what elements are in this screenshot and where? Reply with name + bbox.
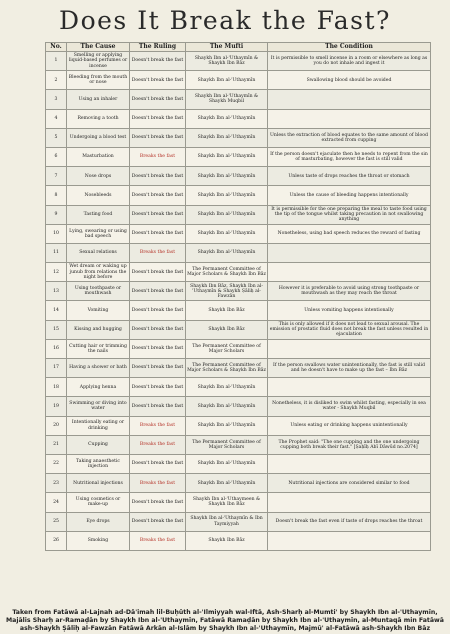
table-row [46, 378, 431, 397]
cell-cause: Using an inhaler [67, 90, 130, 109]
table-row [46, 531, 431, 550]
cell-cause: Lying, swearing or using bad speech [67, 224, 130, 243]
cell-no: 6 [46, 147, 67, 166]
cell-condition: Unless the extraction of blood equates to the same amount of blood extracted from cupping [268, 128, 431, 147]
header-no: No. [46, 43, 67, 52]
header-condition: The Condition [268, 43, 431, 52]
cell-no: 7 [46, 167, 67, 186]
table-row [46, 474, 431, 493]
cell-no: 3 [46, 90, 67, 109]
cell-condition [268, 454, 431, 473]
cell-ruling: Doesn't break the fast [130, 378, 186, 397]
cell-cause: Removing a tooth [67, 109, 130, 128]
cell-condition: If the person doesn't ejaculate then he needs to repent from the sin of masturbating, however the fast is still valid [268, 147, 431, 166]
cell-cause: Using cosmetics or make-up [67, 493, 130, 512]
cell-cause: Vomiting [67, 301, 130, 320]
cell-mufti: Shaykh Ibn al-'Uthaymīn [186, 454, 268, 473]
cell-ruling: Doesn't break the fast [130, 512, 186, 531]
cell-cause: Kissing and hugging [67, 320, 130, 339]
cell-condition: Unless vomiting happens intentionally [268, 301, 431, 320]
cell-no: 8 [46, 186, 67, 205]
cell-condition [268, 243, 431, 262]
cell-ruling: Breaks the fast [130, 416, 186, 435]
table-row [46, 359, 431, 378]
cell-no: 21 [46, 435, 67, 454]
cell-no: 26 [46, 531, 67, 550]
cell-mufti: Shaykh Ibn al-'Uthaymīn & Shaykh Muqbil [186, 90, 268, 109]
cell-no: 24 [46, 493, 67, 512]
cell-no: 10 [46, 224, 67, 243]
cell-no: 12 [46, 263, 67, 282]
cell-condition [268, 339, 431, 358]
cell-cause: Nosebleeds [67, 186, 130, 205]
cell-no: 11 [46, 243, 67, 262]
cell-no: 22 [46, 454, 67, 473]
cell-cause: Cutting hair or trimming the nails [67, 339, 130, 358]
cell-cause: Sexual relations [67, 243, 130, 262]
cell-condition [268, 531, 431, 550]
cell-no: 15 [46, 320, 67, 339]
cell-no: 2 [46, 71, 67, 90]
cell-condition [268, 378, 431, 397]
cell-mufti: Shaykh Ibn al-'Uthaymīn [186, 167, 268, 186]
table-row [46, 435, 431, 454]
cell-condition: Doesn't break the fast even if taste of drops reaches the throat [268, 512, 431, 531]
cell-ruling: Doesn't break the fast [130, 301, 186, 320]
table-row [46, 167, 431, 186]
cell-no: 4 [46, 109, 67, 128]
table-row [46, 493, 431, 512]
cell-condition: Swallowing blood should be avoided [268, 71, 431, 90]
header-mufti: The Mufti [186, 43, 268, 52]
header-ruling: The Ruling [130, 43, 186, 52]
cell-no: 1 [46, 52, 67, 71]
cell-ruling: Breaks the fast [130, 435, 186, 454]
cell-condition: Unless the cause of bleeding happens intentionally [268, 186, 431, 205]
cell-cause: Nose drops [67, 167, 130, 186]
cell-mufti: The Permanent Committee of Major Scholars [186, 339, 268, 358]
cell-condition: The Prophet said: "The one cupping and the one undergoing cupping both break their fast." [Ṣaḥīḥ Abī Dāwūd no.2074] [268, 435, 431, 454]
table-row [46, 205, 431, 224]
cell-ruling: Doesn't break the fast [130, 454, 186, 473]
table-row [46, 243, 431, 262]
table-row [46, 128, 431, 147]
cell-mufti: Shaykh Ibn Bāz, Shaykh Ibn al-'Uthaymīn & Shaykh Ṣāliḥ al-Fawzān [186, 282, 268, 301]
cell-no: 14 [46, 301, 67, 320]
cell-ruling: Doesn't break the fast [130, 224, 186, 243]
cell-mufti: Shaykh Ibn al-'Uthaymīn [186, 224, 268, 243]
cell-condition [268, 90, 431, 109]
cell-mufti: Shaykh Ibn al-'Uthaymīn & Shaykh Ibn Bāz [186, 52, 268, 71]
cell-condition [268, 493, 431, 512]
table-row [46, 339, 431, 358]
cell-cause: Eye drops [67, 512, 130, 531]
cell-condition: This is only allowed if it does not lead to sexual arousal. The emission of prostatic fluid does not break the fast unless resulted in ejaculation [268, 320, 431, 339]
cell-cause: Undergoing a blood test [67, 128, 130, 147]
table-row [46, 186, 431, 205]
cell-condition: If the person swallows water unintentionally, the fast is still valid and he doesn't have to make up the fast – Ibn Bāz [268, 359, 431, 378]
cell-cause: Tasting food [67, 205, 130, 224]
cell-ruling: Doesn't break the fast [130, 71, 186, 90]
table-row [46, 512, 431, 531]
cell-ruling: Doesn't break the fast [130, 109, 186, 128]
cell-mufti: Shaykh Ibn Bāz [186, 301, 268, 320]
cell-ruling: Breaks the fast [130, 147, 186, 166]
cell-ruling: Doesn't break the fast [130, 320, 186, 339]
cell-mufti: Shaykh Ibn al-'Uthaymīn [186, 205, 268, 224]
table-header-row [46, 43, 431, 52]
table-row [46, 282, 431, 301]
cell-cause: Nutritional injections [67, 474, 130, 493]
cell-mufti: Shaykh Ibn al-'Uthaymīn & Ibn Taymiyyah [186, 512, 268, 531]
cell-no: 13 [46, 282, 67, 301]
table-row [46, 320, 431, 339]
table-body [46, 52, 431, 551]
cell-no: 16 [46, 339, 67, 358]
cell-ruling: Doesn't break the fast [130, 263, 186, 282]
cell-mufti: The Permanent Committee of Major Scholars [186, 435, 268, 454]
table-row [46, 416, 431, 435]
cell-mufti: Shaykh Ibn al-'Uthaymīn [186, 243, 268, 262]
cell-mufti: Shaykh Ibn al-'Uthaymīn [186, 474, 268, 493]
cell-mufti: Shaykh Ibn al-'Uthaymīn [186, 378, 268, 397]
cell-ruling: Doesn't break the fast [130, 359, 186, 378]
cell-ruling: Doesn't break the fast [130, 167, 186, 186]
rulings-table [45, 42, 431, 551]
cell-no: 5 [46, 128, 67, 147]
table-row [46, 52, 431, 71]
cell-mufti: The Permanent Committee of Major Scholars & Shaykh Ibn Bāz [186, 263, 268, 282]
cell-condition: Nonetheless, using bad speech reduces the reward of fasting [268, 224, 431, 243]
cell-mufti: Shaykh Ibn al-'Uthaymīn [186, 71, 268, 90]
cell-cause: Taking anaesthetic injection [67, 454, 130, 473]
cell-mufti: Shaykh Ibn al-'Uthaymīn [186, 186, 268, 205]
cell-no: 9 [46, 205, 67, 224]
table-row [46, 90, 431, 109]
cell-mufti: Shaykh Ibn al-'Uthaymīn [186, 147, 268, 166]
cell-cause: Wet dream or waking up junub from relations the night before [67, 263, 130, 282]
table-row [46, 224, 431, 243]
cell-condition: It is permissible to smell incense in a room or elsewhere as long as you do not inhale and ingest it [268, 52, 431, 71]
cell-condition [268, 109, 431, 128]
cell-no: 23 [46, 474, 67, 493]
cell-cause: Smelling or applying liquid-based perfumes or incense [67, 52, 130, 71]
cell-condition: Unless taste of drops reaches the throat or stomach [268, 167, 431, 186]
cell-ruling: Doesn't break the fast [130, 90, 186, 109]
cell-mufti: Shaykh Ibn Bāz [186, 320, 268, 339]
cell-ruling: Breaks the fast [130, 531, 186, 550]
cell-ruling: Doesn't break the fast [130, 282, 186, 301]
cell-mufti: Shaykh Ibn al-'Uthaymīn [186, 128, 268, 147]
table-row [46, 454, 431, 473]
page-title: Does It Break the Fast? [59, 6, 391, 35]
cell-mufti: Shaykh Ibn al-'Uthaymīn [186, 416, 268, 435]
cell-cause: Bleeding from the mouth or nose [67, 71, 130, 90]
cell-ruling: Breaks the fast [130, 474, 186, 493]
cell-cause: Applying henna [67, 378, 130, 397]
cell-mufti: Shaykh Ibn al-'Uthaymīn [186, 109, 268, 128]
table-row [46, 263, 431, 282]
cell-cause: Smoking [67, 531, 130, 550]
cell-cause: Masturbation [67, 147, 130, 166]
cell-condition: Nonetheless, it is disliked to swim whilst fasting, especially in sea water - Shaykh Muqbil [268, 397, 431, 416]
cell-condition: Unless eating or drinking happens unintentionally [268, 416, 431, 435]
cell-condition: It is permissible for the one preparing the meal to taste food using the tip of the tongue whilst taking precaution in not swallowing anything [268, 205, 431, 224]
cell-no: 17 [46, 359, 67, 378]
cell-cause: Swimming or diving into water [67, 397, 130, 416]
cell-ruling: Doesn't break the fast [130, 205, 186, 224]
cell-condition: However it is preferable to avoid using strong toothpaste or mouthwash as they may reach the throat [268, 282, 431, 301]
cell-ruling: Doesn't break the fast [130, 52, 186, 71]
table-row [46, 397, 431, 416]
cell-no: 18 [46, 378, 67, 397]
cell-mufti: The Permanent Committee of Major Scholars & Shaykh Ibn Bāz [186, 359, 268, 378]
cell-cause: Cupping [67, 435, 130, 454]
cell-cause: Using toothpaste or mouthwash [67, 282, 130, 301]
cell-no: 25 [46, 512, 67, 531]
cell-ruling: Doesn't break the fast [130, 493, 186, 512]
cell-condition: Nutritional injections are considered similar to food [268, 474, 431, 493]
cell-no: 19 [46, 397, 67, 416]
cell-mufti: Shaykh Ibn al-'Uthaymīn [186, 397, 268, 416]
table-row [46, 301, 431, 320]
cell-mufti: Shaykh Ibn al-'Uthaymeen & Shaykh Ibn Bāz [186, 493, 268, 512]
table-row [46, 147, 431, 166]
cell-cause: Having a shower or bath [67, 359, 130, 378]
table-row [46, 109, 431, 128]
cell-mufti: Shaykh Ibn Bāz [186, 531, 268, 550]
cell-ruling: Breaks the fast [130, 243, 186, 262]
cell-ruling: Doesn't break the fast [130, 397, 186, 416]
cell-cause: Intentionally eating or drinking [67, 416, 130, 435]
sources-footer: Taken from Fatāwā al-Lajnah ad-Dā'imah lil-Buḥūth al-'Ilmiyyah wal-Iftā, Ash-Sharḥ al-Mumti' by Shaykh Ibn al-'Uthaymīn, Majālis Sharḥ ar-Ramaḍān by Shaykh Ibn al-'Uthaymīn, Fatāwā Ramaḍān by Shaykh Ibn al-'Uthaymīn, al-Muntaqā min Fatāwā ash-Shaykh Ṣāliḥ al-Fawzān Fatāwā Arkān al-Islām by Shaykh Ibn al-'Uthaymīn, Majmū' al-Fatāwā ash-Shaykh Ibn Bāz [6, 609, 444, 632]
cell-ruling: Doesn't break the fast [130, 339, 186, 358]
cell-ruling: Doesn't break the fast [130, 128, 186, 147]
cell-no: 20 [46, 416, 67, 435]
cell-ruling: Doesn't break the fast [130, 186, 186, 205]
cell-condition [268, 263, 431, 282]
table-row [46, 71, 431, 90]
header-cause: The Cause [67, 43, 130, 52]
